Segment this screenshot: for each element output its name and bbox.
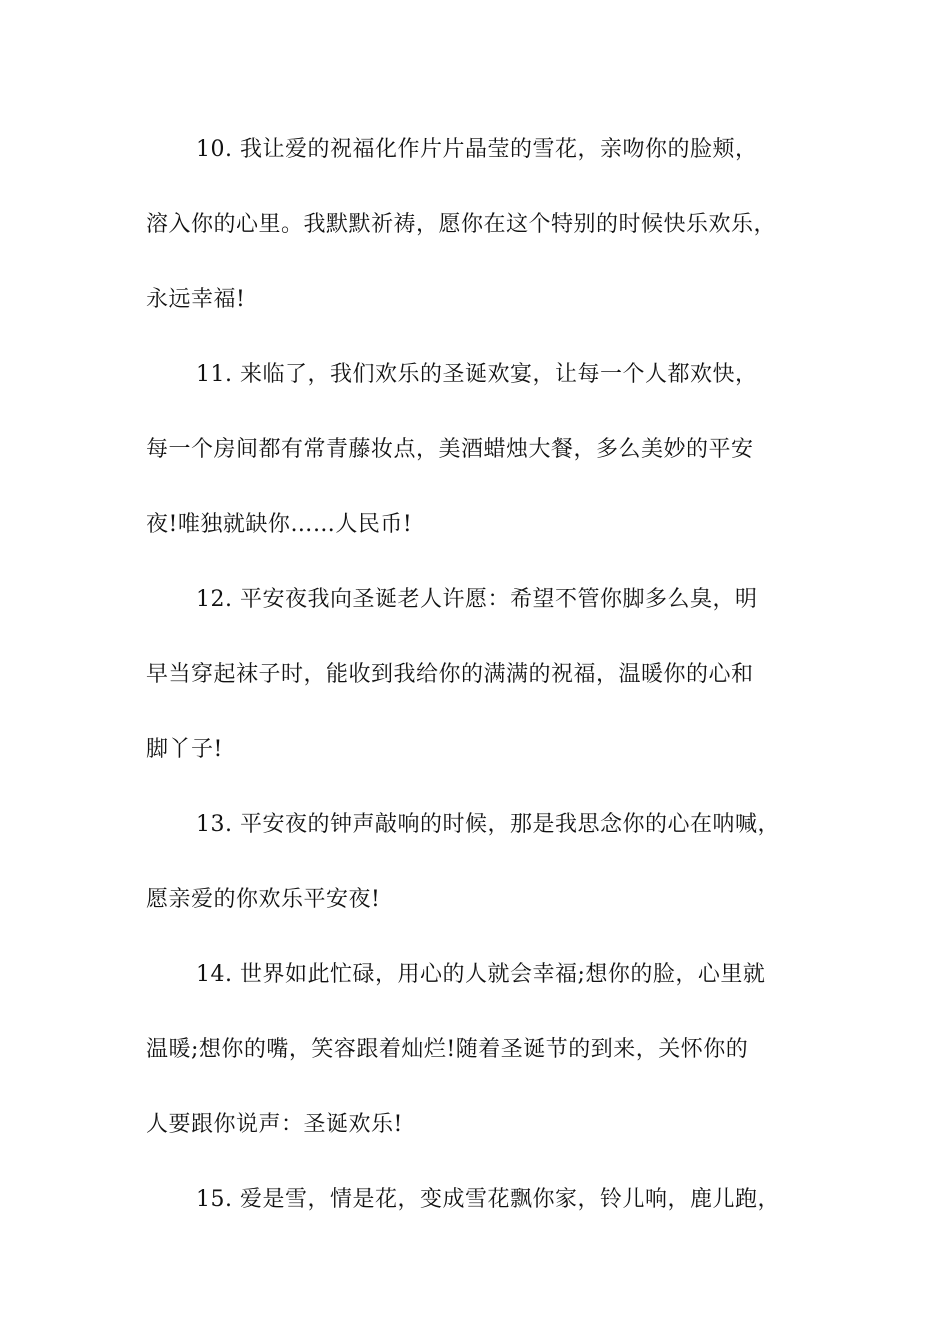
paragraph-11-line-1: 11. 来临了，我们欢乐的圣诞欢宴，让每一个人都欢快，	[196, 362, 758, 387]
paragraph-10-line-2: 溶入你的心里。我默默祈祷，愿你在这个特别的时候快乐欢乐，	[146, 212, 777, 237]
paragraph-13-line-1: 13. 平安夜的钟声敲响的时候，那是我思念你的心在呐喊，	[196, 812, 780, 837]
paragraph-11-line-2: 每一个房间都有常青藤妆点，美酒蜡烛大餐，多么美妙的平安	[146, 437, 754, 462]
paragraph-13-line-2: 愿亲爱的你欢乐平安夜!	[146, 887, 381, 912]
paragraph-10-line-1: 10. 我让爱的祝福化作片片晶莹的雪花，亲吻你的脸颊，	[196, 137, 758, 162]
paragraph-14-line-2: 温暖;想你的嘴，笑容跟着灿烂!随着圣诞节的到来，关怀你的	[146, 1037, 749, 1062]
paragraph-14-line-3: 人要跟你说声：圣诞欢乐!	[146, 1112, 403, 1137]
paragraph-14-line-1: 14. 世界如此忙碌，用心的人就会幸福;想你的脸，心里就	[196, 962, 766, 987]
paragraph-12-line-2: 早当穿起袜子时，能收到我给你的满满的祝福，温暖你的心和	[146, 662, 754, 687]
paragraph-15-line-1: 15. 爱是雪，情是花，变成雪花飘你家，铃儿响，鹿儿跑，	[196, 1187, 780, 1212]
paragraph-12-line-3: 脚丫子!	[146, 737, 223, 762]
paragraph-10-line-3: 永远幸福!	[146, 287, 246, 312]
paragraph-11-line-3: 夜!唯独就缺你……人民币!	[146, 512, 413, 537]
paragraph-12-line-1: 12. 平安夜我向圣诞老人许愿：希望不管你脚多么臭，明	[196, 587, 758, 612]
